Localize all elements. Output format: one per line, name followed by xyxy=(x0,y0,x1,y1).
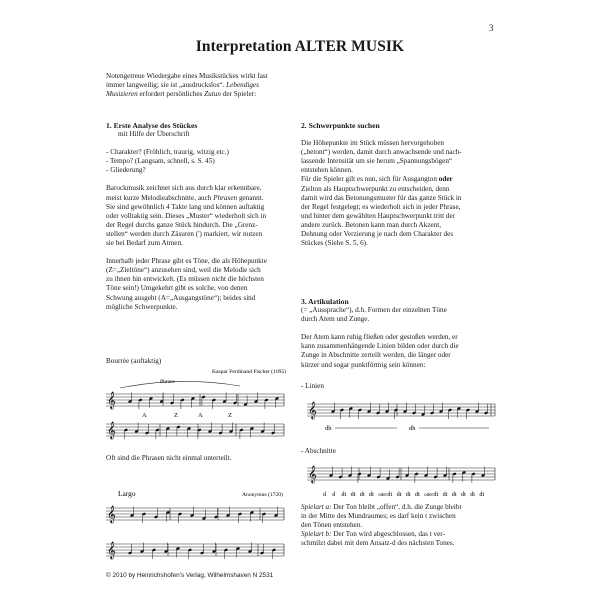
text-line: Zunge in Abschnitte zerteilt werden, die länger oder xyxy=(301,351,451,360)
intro-line: Notengetreue Wiedergabe eines Musikstückes wirkt fast xyxy=(106,72,268,80)
spielart-notes xyxy=(301,503,497,548)
phrase-arc xyxy=(120,381,240,388)
text-line: schmilzt dabei mit dem Ansatz-d des nächsten Tones. xyxy=(301,539,455,548)
section-1-heading: 1. Erste Analyse des Stückes xyxy=(106,121,198,130)
text-line: Innerhalb jeder Phrase gibt es Töne, die als Höhepunkte xyxy=(106,257,267,266)
staff xyxy=(106,506,284,523)
syllable: dt xyxy=(415,491,420,498)
composer-credit: Kaspar Ferdinand Fischer (1695) xyxy=(212,369,287,375)
text-line: (Z=„Zieltöne“) anzusehen sind, weil die Melodie sich xyxy=(106,266,261,275)
syllable: dt xyxy=(470,491,476,498)
text-line: oder volltaktig sein. Dieses „Muster“ wiederholt sich in xyxy=(106,211,267,220)
intro-line: Musizieren erfordert persönliches Zutun der Spieler: xyxy=(106,90,257,99)
text-line: durch Atem und Zunge. xyxy=(301,315,370,324)
text-line: Spielart a: Der Ton bleibt „offen“, d.h. die Zunge bleibt xyxy=(301,503,462,511)
treble-clef-icon: 𝄞 xyxy=(107,507,116,523)
syllable: dt xyxy=(405,491,411,498)
syllable: dt xyxy=(396,491,402,498)
text-line: mögliche Schwerpunkte. xyxy=(106,302,178,311)
text-line: Sie sind gewöhnlich 4 Takte lang und können auftaktig xyxy=(106,202,265,211)
treble-clef-icon: 𝄞 xyxy=(107,393,116,409)
example-1-label: Bourrée (auftaktig) xyxy=(106,357,162,365)
music-example-abschnitte xyxy=(301,456,501,504)
text-line: (= „Aussprache“), d.h. Formen der einzelnen Töne xyxy=(301,306,447,315)
treble-clef-icon: 𝄞 xyxy=(308,467,317,483)
text-line: Für die Spieler gilt es nun, sich für Ausgangton oder xyxy=(301,175,453,184)
text-line: Zielton als Hauptschwerpunkt zu entscheiden, denn xyxy=(301,184,450,193)
section-1 xyxy=(106,121,282,312)
text-line: Spielart b: Der Ton wird abgeschlossen, das t ver- xyxy=(301,530,445,539)
syllable: dh xyxy=(325,425,332,432)
syllable: dt xyxy=(350,491,356,498)
staff xyxy=(106,392,284,409)
text-line: Dehnung oder Verzierung je nach dem Charakter des xyxy=(301,230,454,239)
text-line: entstehen können. xyxy=(301,166,353,175)
text-line: („betont“) werden, damit durch anwachsende und nach- xyxy=(301,148,462,157)
text-line: damit wird das Betonungsmuster für das ganze Stück in xyxy=(301,193,462,202)
intro-line: immer langweilig; sie ist „ausdruckslos“. Lebendiges xyxy=(106,81,259,90)
syllable: dt xyxy=(461,491,466,498)
page-number: 3 xyxy=(489,23,494,33)
music-example-bourree xyxy=(100,366,290,448)
music-example-largo xyxy=(100,476,290,568)
syllable: dt xyxy=(479,491,485,498)
staff xyxy=(307,402,495,419)
text-line: Schwung ausgeht (A=„Ausgangstöne“); beides sind xyxy=(106,293,256,302)
text-line: lassende Intensität um sie herum „Spannungsbögen“ xyxy=(301,157,453,166)
text-line: kürzer und sogar punktförmig sein können: xyxy=(301,360,426,369)
syllable: dt xyxy=(359,491,365,498)
treble-clef-icon: 𝄞 xyxy=(107,423,116,439)
section-3 xyxy=(301,297,497,370)
syllable: dt xyxy=(433,491,439,498)
text-line: der Regel festgelegt; es wiederholt sich in jeder Phrase, xyxy=(301,202,461,211)
text-line: andere zurück. Betonen kann man durch Akzent, xyxy=(301,220,442,229)
syllable: oder xyxy=(424,493,434,498)
section-2-paragraph-2 xyxy=(301,175,497,248)
text-line: Barockmusik zeichnet sich aus durch klar erkennbare, xyxy=(106,184,262,193)
list-item: - Tempo? (Langsam, schnell, s. S. 45) xyxy=(106,157,215,166)
music-example-linien xyxy=(301,392,501,434)
staff xyxy=(106,422,284,439)
text-line: Die Höhepunkte im Stück müssen hervorgehoben xyxy=(301,139,444,148)
section-3-paragraph-2 xyxy=(301,333,497,369)
analysis-mark: A xyxy=(142,412,147,419)
list-item: - Gliederung? xyxy=(106,166,146,175)
label-linien: - Linien xyxy=(301,382,324,390)
syllable: dh xyxy=(409,425,416,432)
syllable: oder xyxy=(378,493,388,498)
intro-paragraph xyxy=(106,72,282,99)
treble-clef-icon: 𝄞 xyxy=(308,403,317,419)
syllable: d xyxy=(332,491,336,498)
section-1-paragraph-1 xyxy=(106,184,282,248)
text-line: den Tönen entstehen. xyxy=(301,521,363,530)
text-line: sie bei Bedarf zum Atmen. xyxy=(106,239,183,248)
syllable: dt xyxy=(341,491,347,498)
label-abschnitte: - Abschnitte xyxy=(301,447,336,455)
text-line: in der Mitte des Mundraumes; es darf kein t zwischen xyxy=(301,512,456,521)
text-line: kann zusammenhängende Linien bilden oder durch die xyxy=(301,342,459,351)
section-2 xyxy=(301,121,497,248)
syllable: dt xyxy=(442,491,448,498)
section-2-paragraph-1 xyxy=(301,139,497,175)
phrase-label: Phrase xyxy=(160,379,175,385)
section-3-heading: 3. Artikulation xyxy=(301,297,349,306)
syllable: d xyxy=(323,491,327,498)
staff xyxy=(106,542,284,559)
section-1-subheading: mit Hilfe der Überschrift xyxy=(118,130,190,139)
text-line: stellen“ werden durch Zäsuren (') markiert, wir nutzen xyxy=(106,229,263,238)
example-note: Oft sind die Phrasen nicht einmal unterteilt. xyxy=(106,454,232,462)
text-line: der Regel durchs ganze Stück hindurch. Die „Grenz- xyxy=(106,220,258,229)
syllable-row xyxy=(323,491,484,498)
list-item: - Charakter? (Fröhlich, traurig, witzig etc.) xyxy=(106,148,229,157)
analysis-mark: Z xyxy=(228,412,232,419)
text-line: und hinter dem gewählten Hauptschwerpunkt tritt der xyxy=(301,211,456,220)
syllable: dt xyxy=(451,491,457,498)
text-line: Der Atem kann ruhig fließen oder gestoßen werden, er xyxy=(301,333,458,342)
tempo-marking: Largo xyxy=(118,489,136,498)
syllable: dt xyxy=(369,491,374,498)
copyright-footer: © 2010 by Heinrichshofen's Verlag, Wilhelmshaven N 2531 xyxy=(106,572,274,579)
text-line: Stückes (Siehe S. 5, 6). xyxy=(301,239,368,248)
text-line: meist kurze Melodieabschnitte, auch Phrasen genannt. xyxy=(106,193,264,202)
analysis-mark: Z xyxy=(174,412,178,419)
section-1-paragraph-2 xyxy=(106,257,282,312)
staff xyxy=(307,466,495,483)
treble-clef-icon: 𝄞 xyxy=(107,543,116,559)
text-line: Töne sein!) Umgekehrt gibt es solche, von denen xyxy=(106,284,248,293)
syllable: dt xyxy=(387,491,393,498)
section-2-heading: 2. Schwerpunkte suchen xyxy=(301,121,380,130)
text-line: zu ihnen hin entwickelt. (Es müssen nicht die höchsten xyxy=(106,275,264,284)
page-title: Interpretation ALTER MUSIK xyxy=(195,38,405,55)
composer-credit: Anonymus (1720) xyxy=(242,492,283,498)
analysis-mark: A xyxy=(198,412,203,419)
